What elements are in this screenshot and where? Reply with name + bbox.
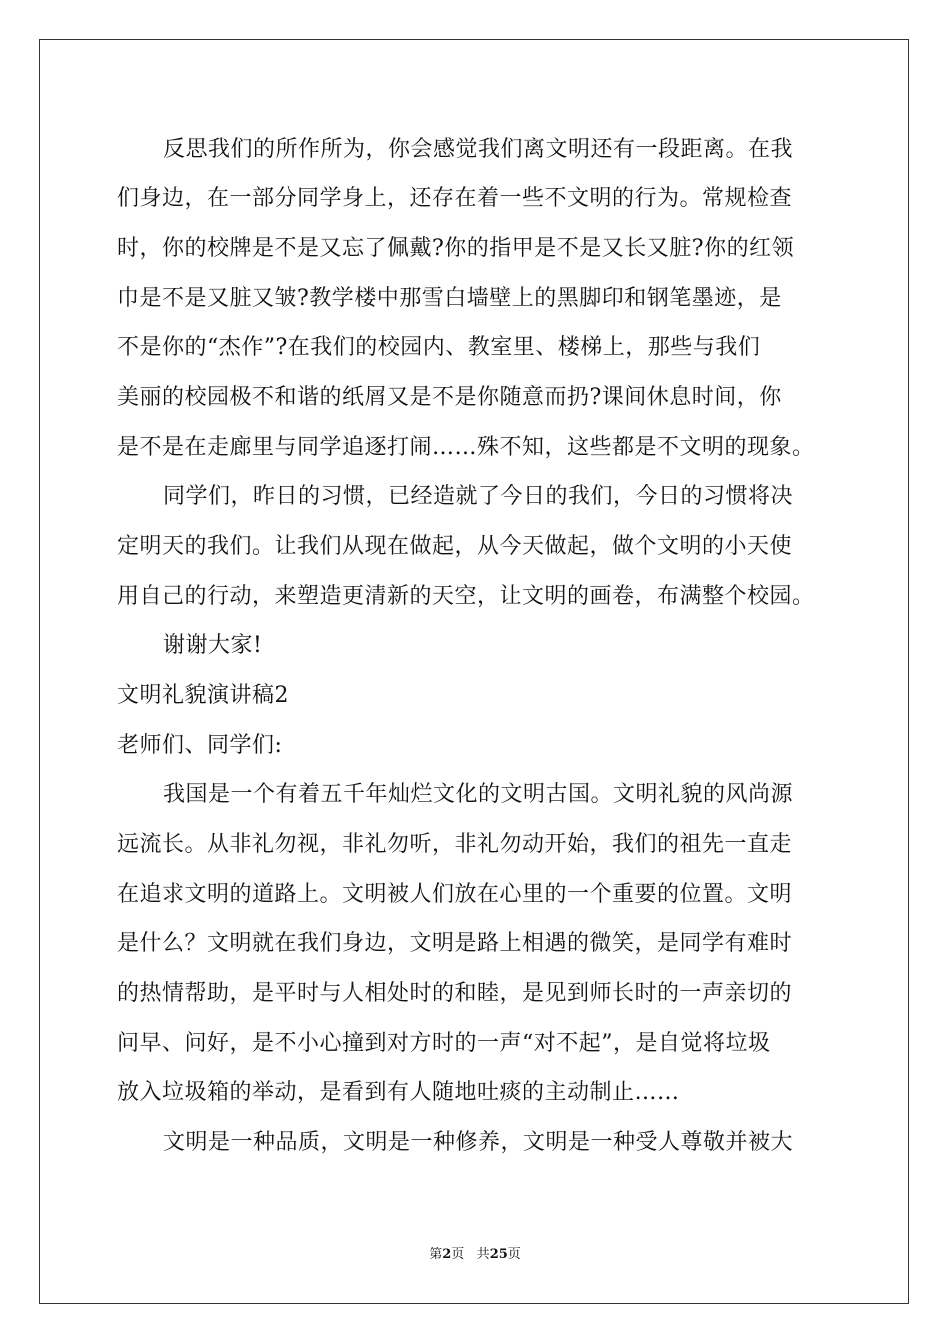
text-line: 们身边，在一部分同学身上，还存在着一些不文明的行为。常规检查 — [117, 186, 793, 211]
closing-line: 谢谢大家! — [163, 633, 263, 658]
text-line: 是什么？文明就在我们身边，文明是路上相遇的微笑，是同学有难时 — [117, 931, 793, 956]
text-line: 巾是不是又脏又皱?教学楼中那雪白墙壁上的黑脚印和钢笔墨迹，是 — [117, 286, 782, 311]
page-number: 2 — [442, 1247, 452, 1262]
page-border — [39, 39, 909, 1304]
text-line: 同学们，昨日的习惯，已经造就了今日的我们，今日的习惯将决 — [163, 484, 794, 509]
text-line: 反思我们的所作所为，你会感觉我们离文明还有一段距离。在我 — [163, 137, 794, 162]
text-line: 的热情帮助，是平时与人相处时的和睦，是见到师长时的一声亲切的 — [117, 981, 793, 1006]
text-line: 远流长。从非礼勿视，非礼勿听，非礼勿动开始，我们的祖先一直走 — [117, 832, 793, 857]
total-suffix: 页 — [507, 1247, 521, 1262]
page-suffix: 页 — [451, 1247, 465, 1262]
text-line: 我国是一个有着五千年灿烂文化的文明古国。文明礼貌的风尚源 — [163, 782, 794, 807]
section-title: 文明礼貌演讲稿2 — [117, 683, 289, 708]
text-line: 不是你的“杰作”?在我们的校园内、教室里、楼梯上，那些与我们 — [117, 335, 761, 360]
page-prefix: 第 — [429, 1247, 443, 1262]
text-line: 用自己的行动，来塑造更清新的天空，让文明的画卷，布满整个校园。 — [117, 584, 815, 609]
text-line: 美丽的校园极不和谐的纸屑又是不是你随意而扔?课间休息时间，你 — [117, 385, 782, 410]
text-line: 定明天的我们。让我们从现在做起，从今天做起，做个文明的小天使 — [117, 534, 793, 559]
total-pages: 25 — [489, 1247, 508, 1262]
text-line: 问早、问好，是不小心撞到对方时的一声“对不起”，是自觉将垃圾 — [117, 1031, 771, 1056]
text-line: 是不是在走廊里与同学追逐打闹……殊不知，这些都是不文明的现象。 — [117, 435, 815, 460]
text-line: 放入垃圾箱的举动，是看到有人随地吐痰的主动制止…… — [117, 1080, 680, 1105]
text-line: 在追求文明的道路上。文明被人们放在心里的一个重要的位置。文明 — [117, 882, 793, 907]
text-line: 时，你的校牌是不是又忘了佩戴?你的指甲是不是又长又脏?你的红领 — [117, 236, 795, 261]
text-line: 文明是一种品质，文明是一种修养，文明是一种受人尊敬并被大 — [163, 1130, 794, 1155]
total-prefix: 共 — [476, 1247, 490, 1262]
page-footer — [0, 1246, 950, 1264]
salutation: 老师们、同学们: — [117, 733, 283, 758]
